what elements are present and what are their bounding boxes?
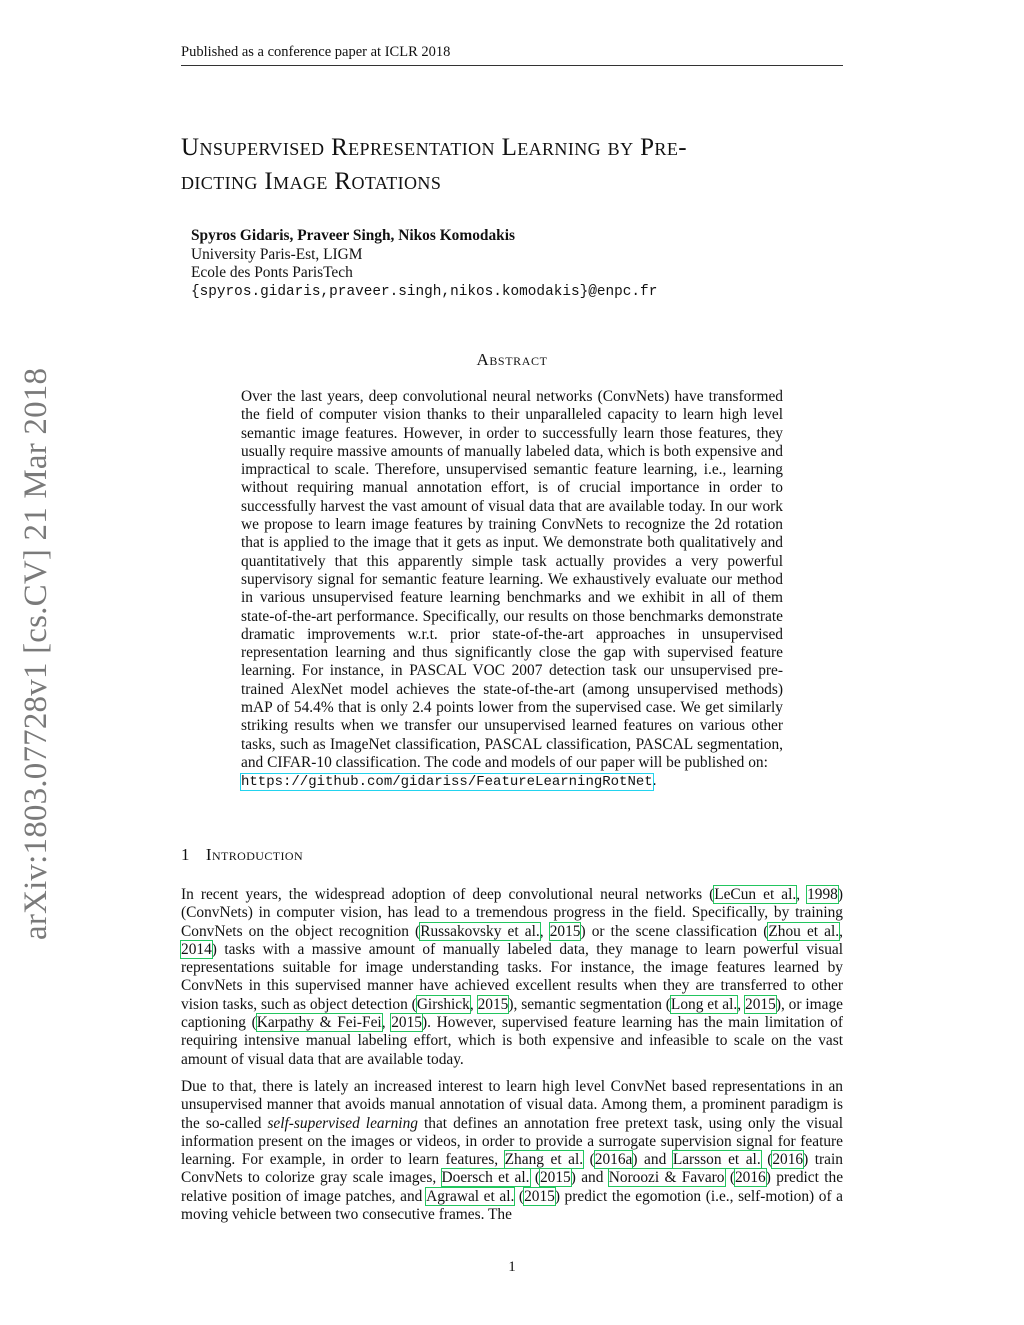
abstract-tail: . bbox=[652, 772, 657, 790]
text-run: ( bbox=[583, 1151, 595, 1169]
section-number: 1 bbox=[181, 845, 190, 864]
text-run: ( bbox=[514, 1187, 525, 1205]
intro-paragraph-2 bbox=[181, 1078, 843, 1224]
text-run: ). However, supervised feature learning has the main limitation of requiring intensive manual labeling effort, which is both expensive and infeasible to scale on the vast amount of visual data that are available today. bbox=[181, 1014, 843, 1068]
text-run: ( bbox=[724, 1169, 735, 1187]
citation-link[interactable]: Russakovsky et al. bbox=[420, 922, 540, 940]
citation-year-link[interactable]: 2016 bbox=[734, 1169, 766, 1187]
abstract-text: Over the last years, deep convolutional neural networks (ConvNets) have transformed the field of computer vision thanks to their unparalleled capacity to learn high level semantic image features. However, in order to successfully learn those features, they usually require massive amounts of manually labeled data, which is both expensive and impractical to scale. Therefore, unsupervised semantic feature learning, i.e., learning without requiring manual annotation effort, is of crucial importance in order to successfully harvest the vast amount of visual data that are available today. In our work we propose to learn image features by training ConvNets to recognize the 2d rotation that is applied to the image that it gets as input. We demonstrate both qualitatively and quantitatively that this apparently simple task actually provides a very powerful supervisory signal for semantic feature learning. We exhaustively evaluate our method in various unsupervised feature learning benchmarks and we exhibit in all of them state-of-the-art performance. Specifically, our results on those benchmarks demonstrate dramatic improvements w.r.t. prior state-of-the-art approaches in unsupervised representation learning and thus significantly close the gap with supervised feature learning. For instance, in PASCAL VOC 2007 detection task our unsupervised pre-trained AlexNet model achieves the state-of-the-art (among unsupervised methods) mAP of 54.4% that is only 2.4 points lower from the supervised case. We get similarly striking results when we transfer our unsupervised learned features on various other tasks, such as ImageNet classification, PASCAL classification, PASCAL segmentation, and CIFAR-10 classification. The code and models of our paper will be published on: bbox=[241, 388, 783, 771]
citation-year-link[interactable]: 2016a bbox=[594, 1151, 633, 1169]
text-run: , bbox=[737, 995, 746, 1013]
running-header: Published as a conference paper at ICLR 2018 bbox=[181, 44, 843, 66]
citation-year-link[interactable]: 1998 bbox=[807, 886, 838, 903]
paper-title: Unsupervised Representation Learning by Pre- dicting Image Rotations bbox=[181, 134, 687, 195]
citation-link[interactable]: LeCun et al. bbox=[714, 886, 797, 903]
section-heading-introduction bbox=[181, 845, 303, 865]
citation-year-link[interactable]: 2015 bbox=[539, 1169, 571, 1187]
citation-link[interactable]: Larsson et al. bbox=[672, 1151, 761, 1169]
citation-year-link[interactable]: 2015 bbox=[477, 995, 509, 1013]
affiliation-2: Ecole des Ponts ParisTech bbox=[191, 264, 353, 281]
text-run: , bbox=[796, 886, 808, 903]
text-run: , bbox=[539, 922, 550, 940]
text-run: ) tasks with a massive amount of manually labeled data, they manage to learn powerful visual representations suitable for image understanding tasks. For instance, the image features learned by ConvNets in this supervised manner have achieved excellent results when they are transferred to other vision tasks, such as object detection ( bbox=[181, 940, 843, 1013]
text-run: ) predict the relative position of image patches, and bbox=[181, 1169, 844, 1205]
intro-paragraph-1 bbox=[181, 886, 843, 1069]
text-run: ) and bbox=[632, 1151, 673, 1169]
text-run: , bbox=[381, 1014, 392, 1032]
citation-year-link[interactable]: 2015 bbox=[745, 995, 776, 1013]
text-run: ( bbox=[529, 1169, 540, 1187]
citation-year-link[interactable]: 2016 bbox=[772, 1151, 804, 1169]
text-run: ), semantic segmentation ( bbox=[508, 995, 671, 1013]
citation-year-link[interactable]: 2015 bbox=[549, 922, 581, 940]
author-names: Spyros Gidaris, Praveer Singh, Nikos Komodakis bbox=[191, 227, 515, 244]
author-block bbox=[191, 227, 657, 301]
text-run: that defines an annotation free pretext task, using only the visual information present on the images or videos, in order to provide a surrogate supervision signal for feature learning. For example, in order to learn features, bbox=[181, 1114, 843, 1169]
citation-link[interactable]: Agrawal et al. bbox=[426, 1187, 515, 1205]
citation-link[interactable]: Zhou et al. bbox=[768, 922, 840, 940]
text-run: ) predict the egomotion (i.e., self-motion) of a moving vehicle between two consecutive frames. The bbox=[181, 1187, 843, 1224]
citation-year-link[interactable]: 2015 bbox=[524, 1187, 555, 1205]
citation-link[interactable]: Long et al. bbox=[670, 995, 738, 1013]
abstract-heading: Abstract bbox=[476, 350, 548, 369]
abstract-body bbox=[241, 388, 783, 792]
code-url-link[interactable]: https://github.com/gidariss/FeatureLearningRotNet bbox=[241, 774, 653, 791]
citation-year-link[interactable]: 2014 bbox=[181, 940, 212, 958]
text-run: ) and bbox=[570, 1169, 609, 1187]
text-run: ) train ConvNets to colorize gray scale images, bbox=[181, 1151, 843, 1187]
author-email[interactable]: {spyros.gidaris,praveer.singh,nikos.komodakis}@enpc.fr bbox=[191, 283, 658, 300]
page-number: 1 bbox=[508, 1259, 516, 1275]
text-run: In recent years, the widespread adoption of deep convolutional neural networks ( bbox=[181, 886, 715, 903]
section-title: Introduction bbox=[205, 845, 304, 864]
affiliation-1: University Paris-Est, LIGM bbox=[191, 245, 363, 263]
text-run: , bbox=[469, 995, 478, 1013]
citation-year-link[interactable]: 2015 bbox=[391, 1014, 422, 1032]
text-run: ), or image captioning ( bbox=[181, 995, 844, 1032]
text-run: ( bbox=[760, 1151, 773, 1169]
citation-link[interactable]: Doersch et al. bbox=[441, 1169, 530, 1187]
text-run: ) or the scene classification ( bbox=[580, 922, 769, 940]
text-run: , bbox=[839, 922, 843, 940]
citation-link[interactable]: Karpathy & Fei-Fei bbox=[256, 1014, 382, 1032]
citation-link[interactable]: Zhang et al. bbox=[504, 1151, 584, 1169]
emphasis-term: self-supervised learning bbox=[267, 1114, 418, 1132]
citation-link[interactable]: Girshick bbox=[416, 995, 470, 1013]
text-run: Due to that, there is lately an increased interest to learn high level ConvNet based representations in an unsupervised manner that avoids manual annotation of visual data. Among them, a prominent paradigm is the so-called bbox=[181, 1078, 843, 1132]
text-run: ) (ConvNets) in computer vision, has lead to a tremendous progress in the field. Specifically, by training ConvNets on the object recognition ( bbox=[181, 886, 843, 940]
citation-link[interactable]: Noroozi & Favaro bbox=[608, 1169, 725, 1187]
arxiv-stamp: arXiv:1803.07728v1 [cs.CV] 21 Mar 2018 bbox=[18, 367, 54, 940]
